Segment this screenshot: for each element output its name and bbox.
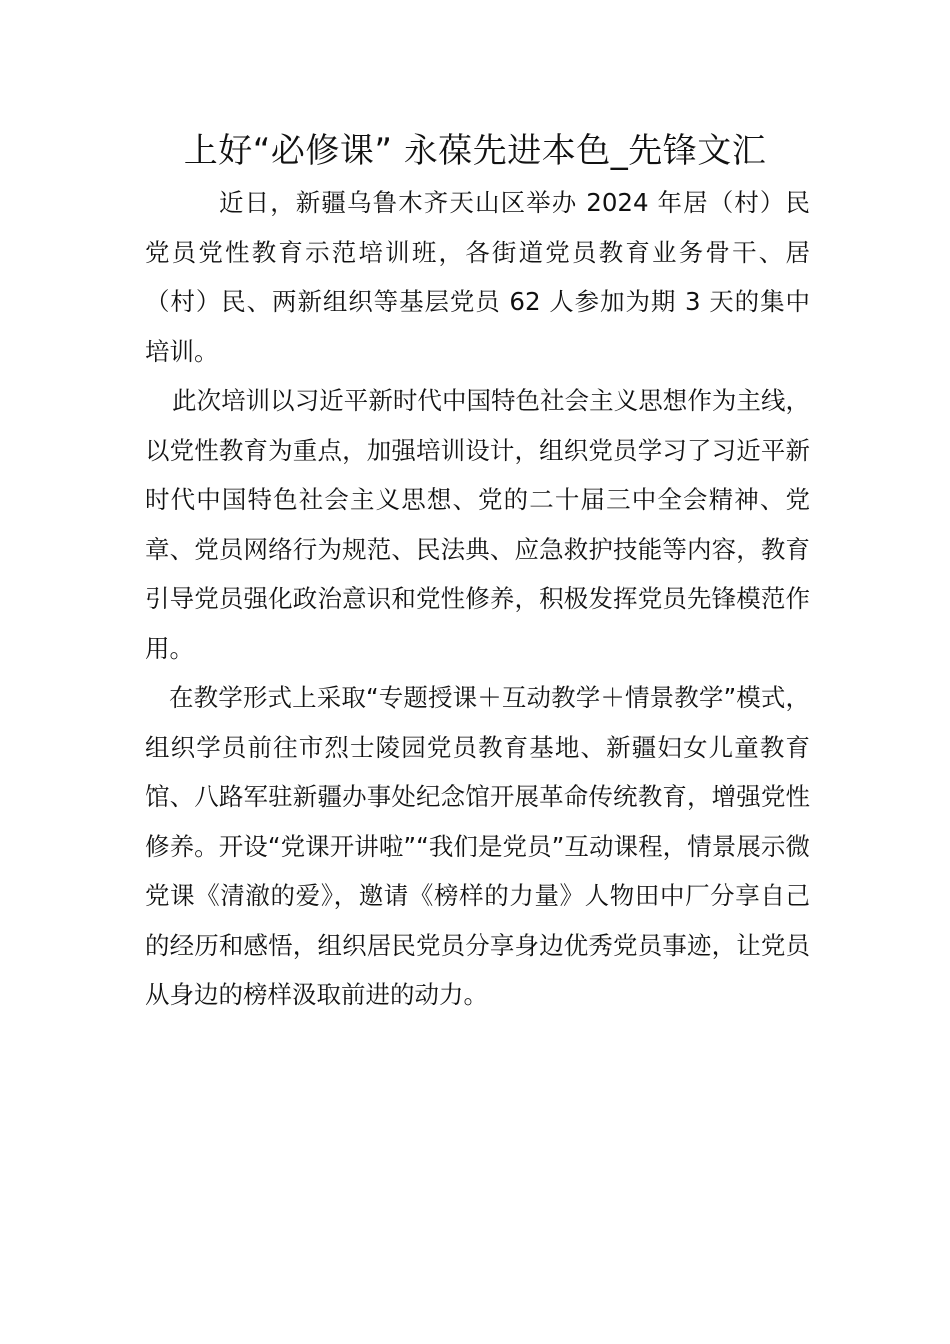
paragraph-3: 在教学形式上采取“专题授课＋互动教学＋情景教学”模式，组织学员前往市烈士陵园党员教育基地、新疆妇女儿童教育馆、八路军驻新疆办事处纪念馆开展革命传统教育，增强党性修养。开设“党课开讲啦”“我们是党员”互动课程，情景展示微党课《清澈的爱》，邀请《榜样的力量》人物田中厂分享自己的经历和感悟，组织居民党员分享身边优秀党员事迹，让党员从身边的榜样汲取前进的动力。 xyxy=(145,683,810,1009)
paragraph-2: 此次培训以习近平新时代中国特色社会主义思想作为主线，以党性教育为重点，加强培训设计，组织党员学习了习近平新时代中国特色社会主义思想、党的二十届三中全会精神、党章、党员网络行为规范、民法典、应急救护技能等内容，教育引导党员强化政治意识和党性修养，积极发挥党员先锋模范作用。 xyxy=(145,386,810,663)
document-body xyxy=(145,178,810,1020)
document-title: 上好“必修课” 永葆先进本色_先锋文汇 xyxy=(183,131,767,171)
paragraph-1: 近日，新疆乌鲁木齐天山区举办 2024 年居（村）民党员党性教育示范培训班，各街道党员教育业务骨干、居（村）民、两新组织等基层党员 62 人参加为期 3 天的集中培训。 xyxy=(145,188,810,366)
